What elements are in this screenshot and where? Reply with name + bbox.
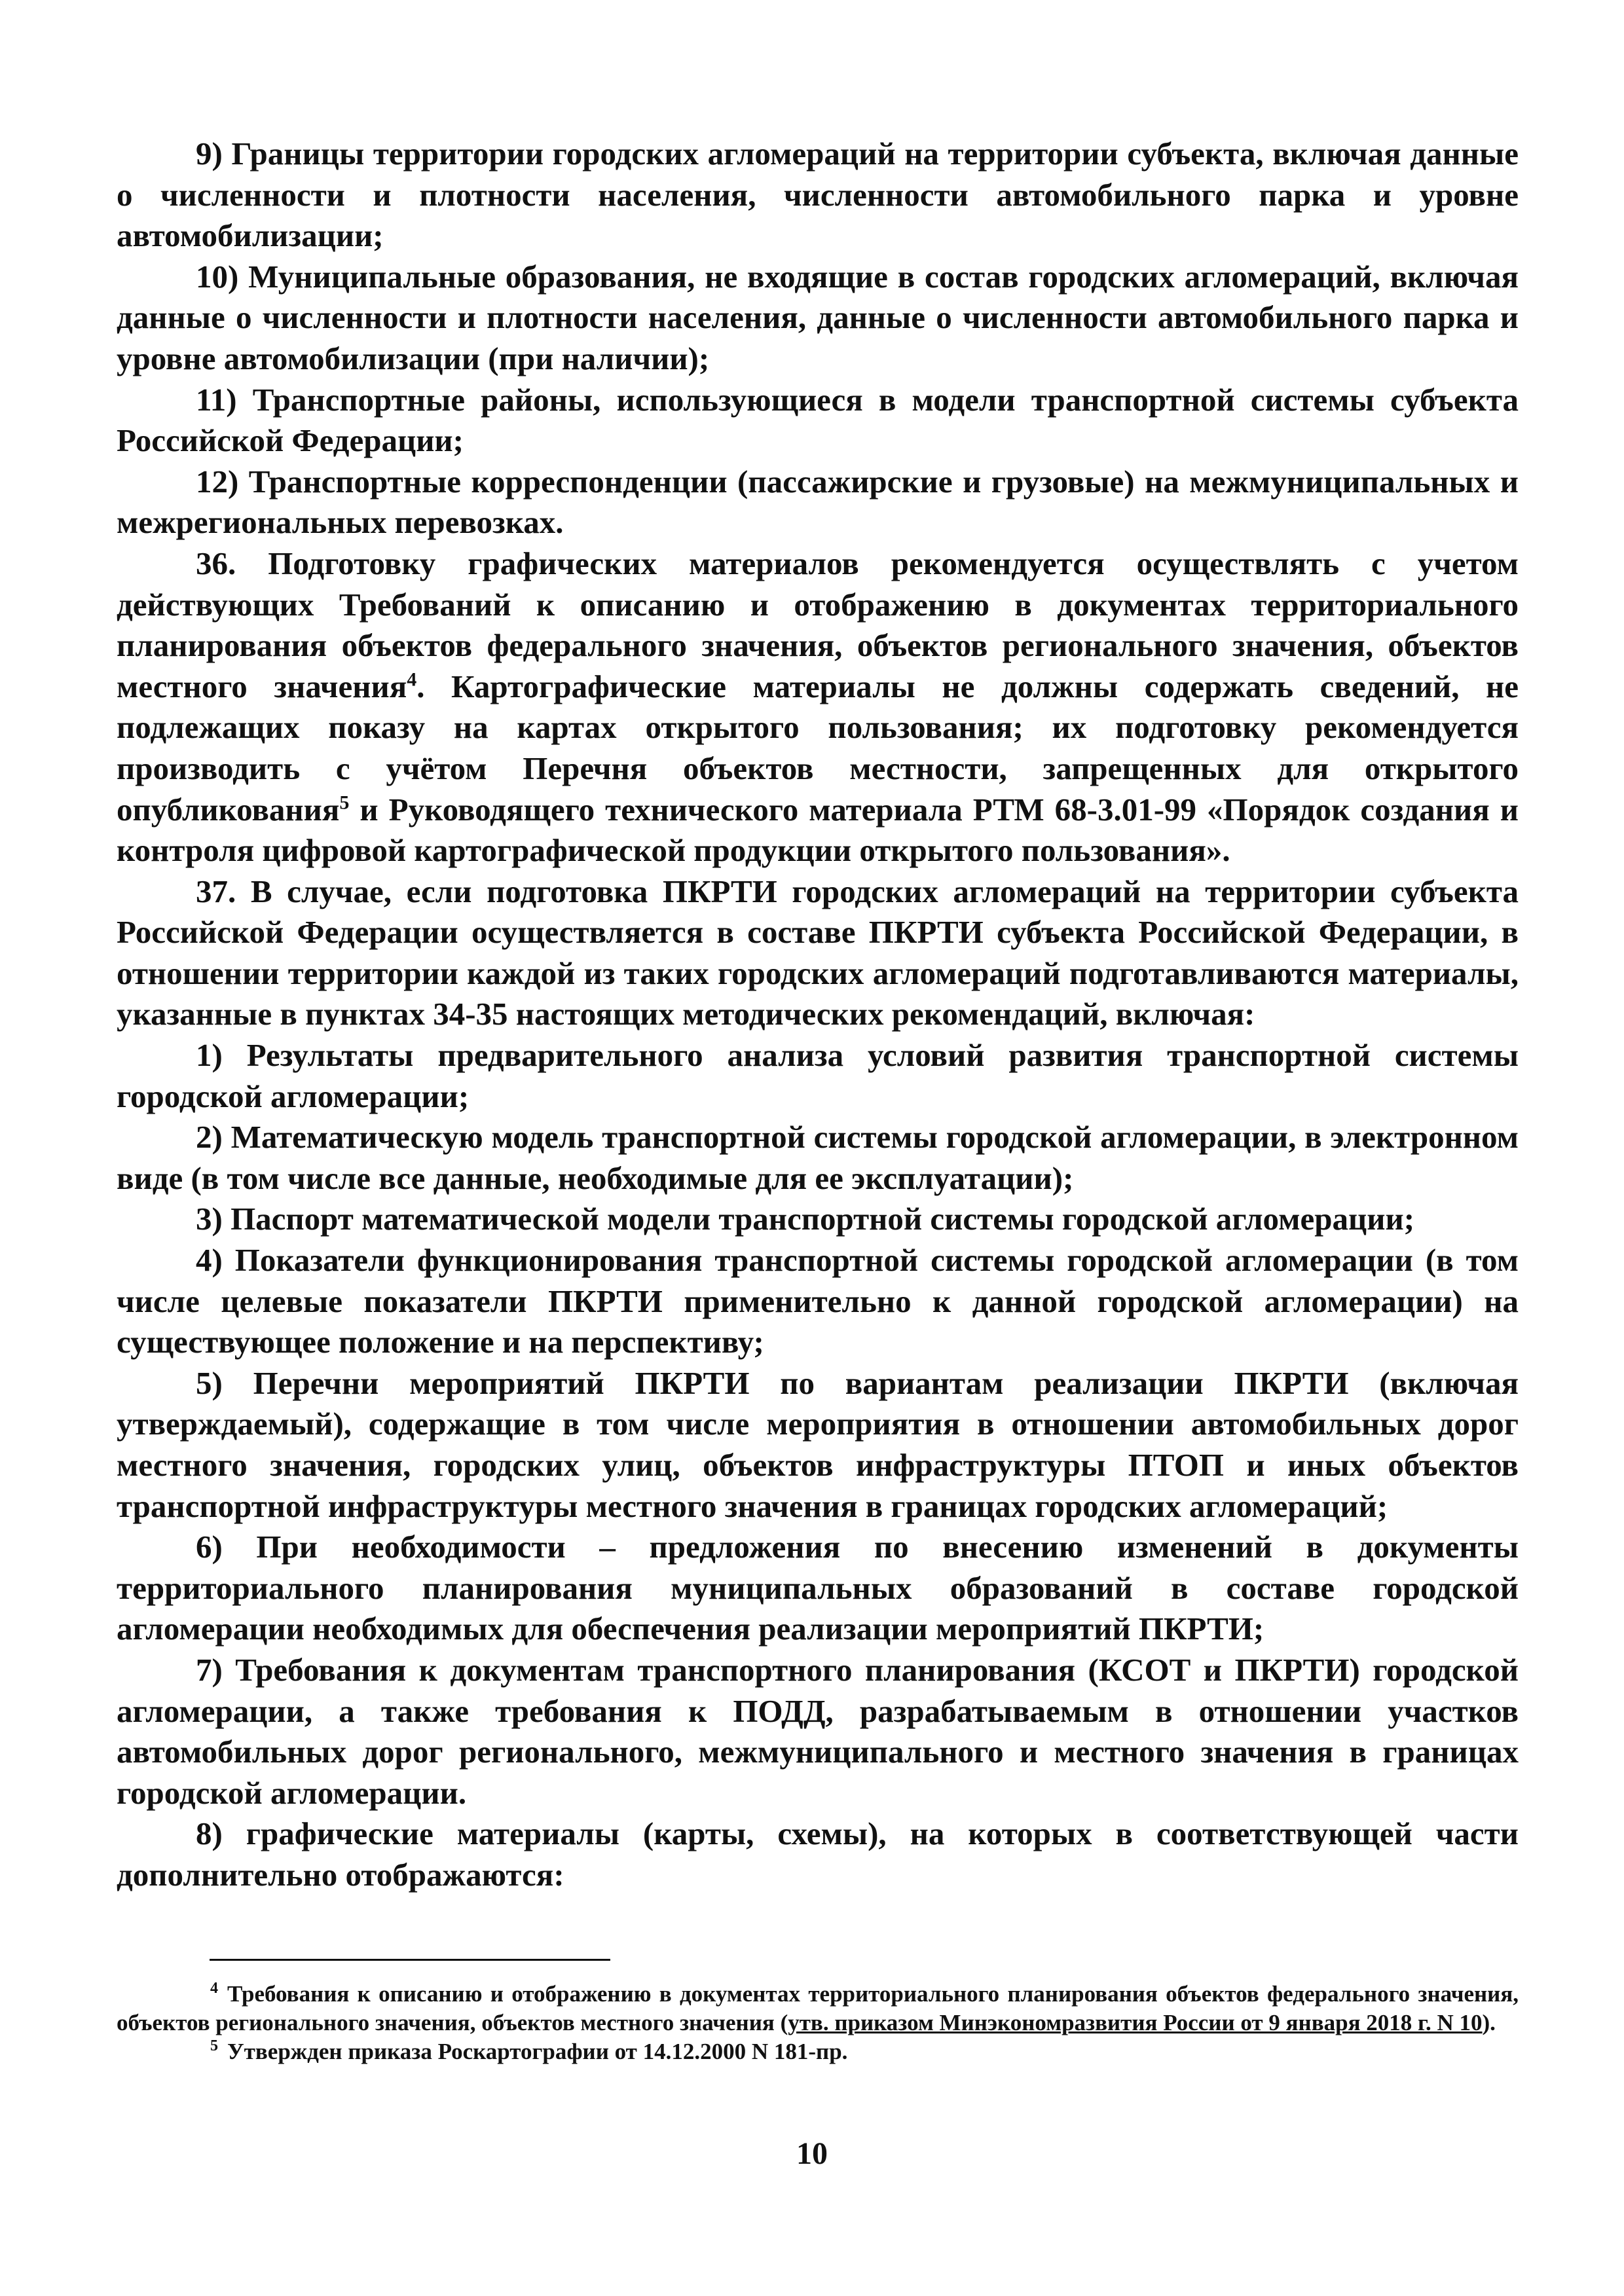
- footnote-4-text: Требования к описанию и отображению в документах территориального планирования объектов федерального значения, объектов регионального значения, объектов местного значения (: [117, 1981, 1519, 2035]
- footnote-4-text-end: ).: [1482, 2010, 1496, 2035]
- footnote-marker-4: 4: [210, 1980, 218, 1997]
- footnote-5-text: Утвержден приказа Роскартографии от 14.12.2000 N 181-пр.: [227, 2039, 848, 2064]
- section-36-paragraph: [117, 543, 1519, 871]
- list-item-1: 1) Результаты предварительного анализа условий развития транспортной системы городской агломерации;: [117, 1037, 1519, 1114]
- list-item-11: 11) Транспортные районы, использующиеся в модели транспортной системы субъекта Российской Федерации;: [117, 381, 1519, 459]
- footnote-ref-4[interactable]: 4: [407, 668, 417, 691]
- list-item-2: 2) Математическую модель транспортной системы городской агломерации, в электронном виде (в том числе все данные, необходимые для ее эксплуатации);: [117, 1119, 1519, 1196]
- section-37-paragraph: 37. В случае, если подготовка ПКРТИ городских агломераций на территории субъекта Российской Федерации осуществляется в составе ПКРТИ субъекта Российской Федерации, в отношении территории каждой из таких городских агломераций подготавливаются материалы, указанные в пунктах 34-35 настоящих методических рекомендаций, включая:: [117, 873, 1519, 1032]
- list-item-7: 7) Требования к документам транспортного планирования (КСОТ и ПКРТИ) городской агломерации, а также требования к ПОДД, разрабатываемым в отношении участков автомобильных дорог регионального, межмуниципального и местного значения в границах городской агломерации.: [117, 1651, 1519, 1811]
- section-36-text-end: и Руководящего технического материала РТМ 68-3.01-99 «Порядок создания и контроля цифровой картографической продукции открытого пользования».: [117, 791, 1519, 869]
- list-item-9: 9) Границы территории городских агломераций на территории субъекта, включая данные о численности и плотности населения, численности автомобильного парка и уровне автомобилизации;: [117, 136, 1519, 254]
- body-text: [117, 134, 1519, 1896]
- page-number: 10: [796, 2136, 828, 2171]
- list-item-8: 8) графические материалы (карты, схемы), на которых в соответствующей части дополнительно отображаются:: [117, 1815, 1519, 1893]
- footnote-separator: [210, 1959, 610, 1961]
- list-item-12: 12) Транспортные корреспонденции (пассажирские и грузовые) на межмуниципальных и межрегиональных перевозках.: [117, 463, 1519, 541]
- list-item-3: 3) Паспорт математической модели транспортной системы городской агломерации;: [196, 1201, 1415, 1237]
- footnote-4: [117, 1980, 1519, 2037]
- list-item-5: 5) Перечни мероприятий ПКРТИ по вариантам реализации ПКРТИ (включая утверждаемый), содержащие в том числе мероприятия в отношении автомобильных дорог местного значения, городских улиц, объектов инфраструктуры ПТОП и иных объектов транспортной инфраструктуры местного значения в границах городских агломераций;: [117, 1364, 1519, 1524]
- footnote-5: [117, 2037, 1519, 2066]
- footnote-marker-5: 5: [210, 2037, 218, 2055]
- section-36-text-start: 36. Подготовку графических материалов рекомендуется осуществлять с учетом действующих Требований к описанию и отображению в документах территориального планирования объектов федерального значения, объектов регионального значения, объектов местного значения: [117, 545, 1519, 704]
- list-item-6: 6) При необходимости – предложения по внесению изменений в документы территориального планирования муниципальных образований в составе городской агломерации необходимых для обеспечения реализации мероприятий ПКРТИ;: [117, 1529, 1519, 1647]
- section-36-text-middle: . Картографические материалы не должны содержать сведений, не подлежащих показу на картах открытого пользования; их подготовку рекомендуется производить с учётом Перечня объектов местности, запрещенных для открытого опубликования: [117, 668, 1519, 828]
- footnote-ref-5[interactable]: 5: [339, 792, 350, 814]
- list-item-4: 4) Показатели функционирования транспортной системы городской агломерации (в том числе целевые показатели ПКРТИ применительно к данной городской агломерации) на существующее положение и на перспективу;: [117, 1242, 1519, 1360]
- list-item-10: 10) Муниципальные образования, не входящие в состав городских агломераций, включая данные о численности и плотности населения, данные о численности автомобильного парка и уровне автомобилизации (при наличии);: [117, 258, 1519, 376]
- footnote-4-underlined: утв. приказом Минэкономразвития России от 9 января 2018 г. N 10: [788, 2010, 1483, 2035]
- footnotes: [117, 1980, 1519, 2066]
